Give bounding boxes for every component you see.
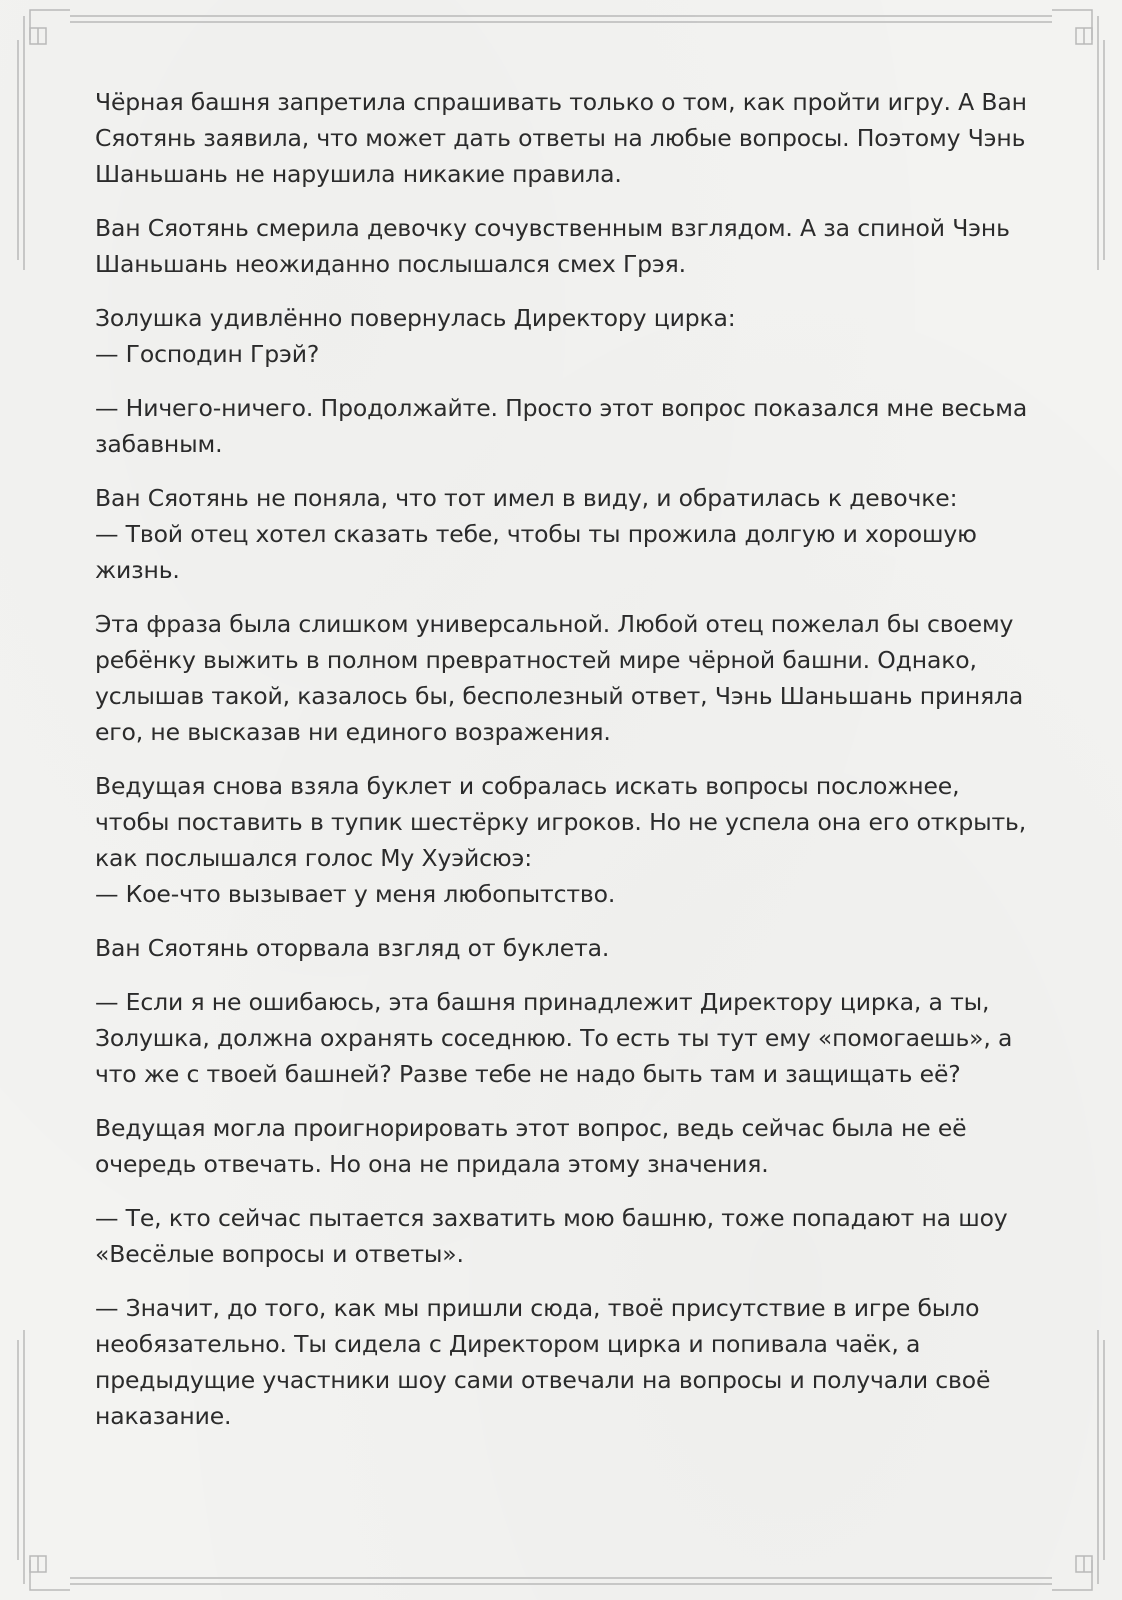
paragraph: Чёрная башня запретила спрашивать только о том, как пройти игру. А Ван Сяотянь заявила, что может дать ответы на любые вопросы. Поэтому Чэнь Шаньшань не нарушила никакие правила. xyxy=(95,88,1027,188)
paragraph: Ведущая снова взяла буклет и собралась искать вопросы посложнее, чтобы поставить в тупик шестёрку игроков. Но не успела она его открыть, как послышался голос Му Хуэйсюэ: — Кое-что вызывает у меня любопытство. xyxy=(95,772,1027,908)
paragraph: Ван Сяотянь не поняла, что тот имел в виду, и обратилась к девочке: — Твой отец хотел сказать тебе, чтобы ты прожила долгую и хорошую жизнь. xyxy=(95,484,977,584)
paragraph: Ведущая могла проигнорировать этот вопрос, ведь сейчас была не её очередь отвечать. Но она не придала этому значения. xyxy=(95,1114,967,1178)
paragraph: Эта фраза была слишком универсальной. Любой отец пожелал бы своему ребёнку выжить в полном превратностей мире чёрной башни. Однако, услышав такой, казалось бы, бесполезный ответ, Чэнь Шаньшань приняла его, не высказав ни единого возражения. xyxy=(95,610,1024,746)
paragraph: — Те, кто сейчас пытается захватить мою башню, тоже попадают на шоу «Весёлые вопросы и ответы». xyxy=(95,1204,1008,1268)
paragraph: — Если я не ошибаюсь, эта башня принадлежит Директору цирка, а ты, Золушка, должна охранять соседнюю. То есть ты тут ему «помогаешь», а что же с твоей башней? Разве тебе не надо быть там и защищать её? xyxy=(95,988,1013,1088)
paragraph: Золушка удивлённо повернулась Директору цирка: — Господин Грэй? xyxy=(95,304,736,368)
paragraph: Ван Сяотянь оторвала взгляд от буклета. xyxy=(95,934,610,962)
paragraph: — Значит, до того, как мы пришли сюда, твоё присутствие в игре было необязательно. Ты сидела с Директором цирка и попивала чаёк, а предыдущие участники шоу сами отвечали на вопросы и получали своё наказание. xyxy=(95,1294,991,1430)
document-body xyxy=(95,84,1030,1452)
paragraph: — Ничего-ничего. Продолжайте. Просто этот вопрос показался мне весьма забавным. xyxy=(95,394,1028,458)
paragraph: Ван Сяотянь смерила девочку сочувственным взглядом. А за спиной Чэнь Шаньшань неожиданно послышался смех Грэя. xyxy=(95,214,1010,278)
